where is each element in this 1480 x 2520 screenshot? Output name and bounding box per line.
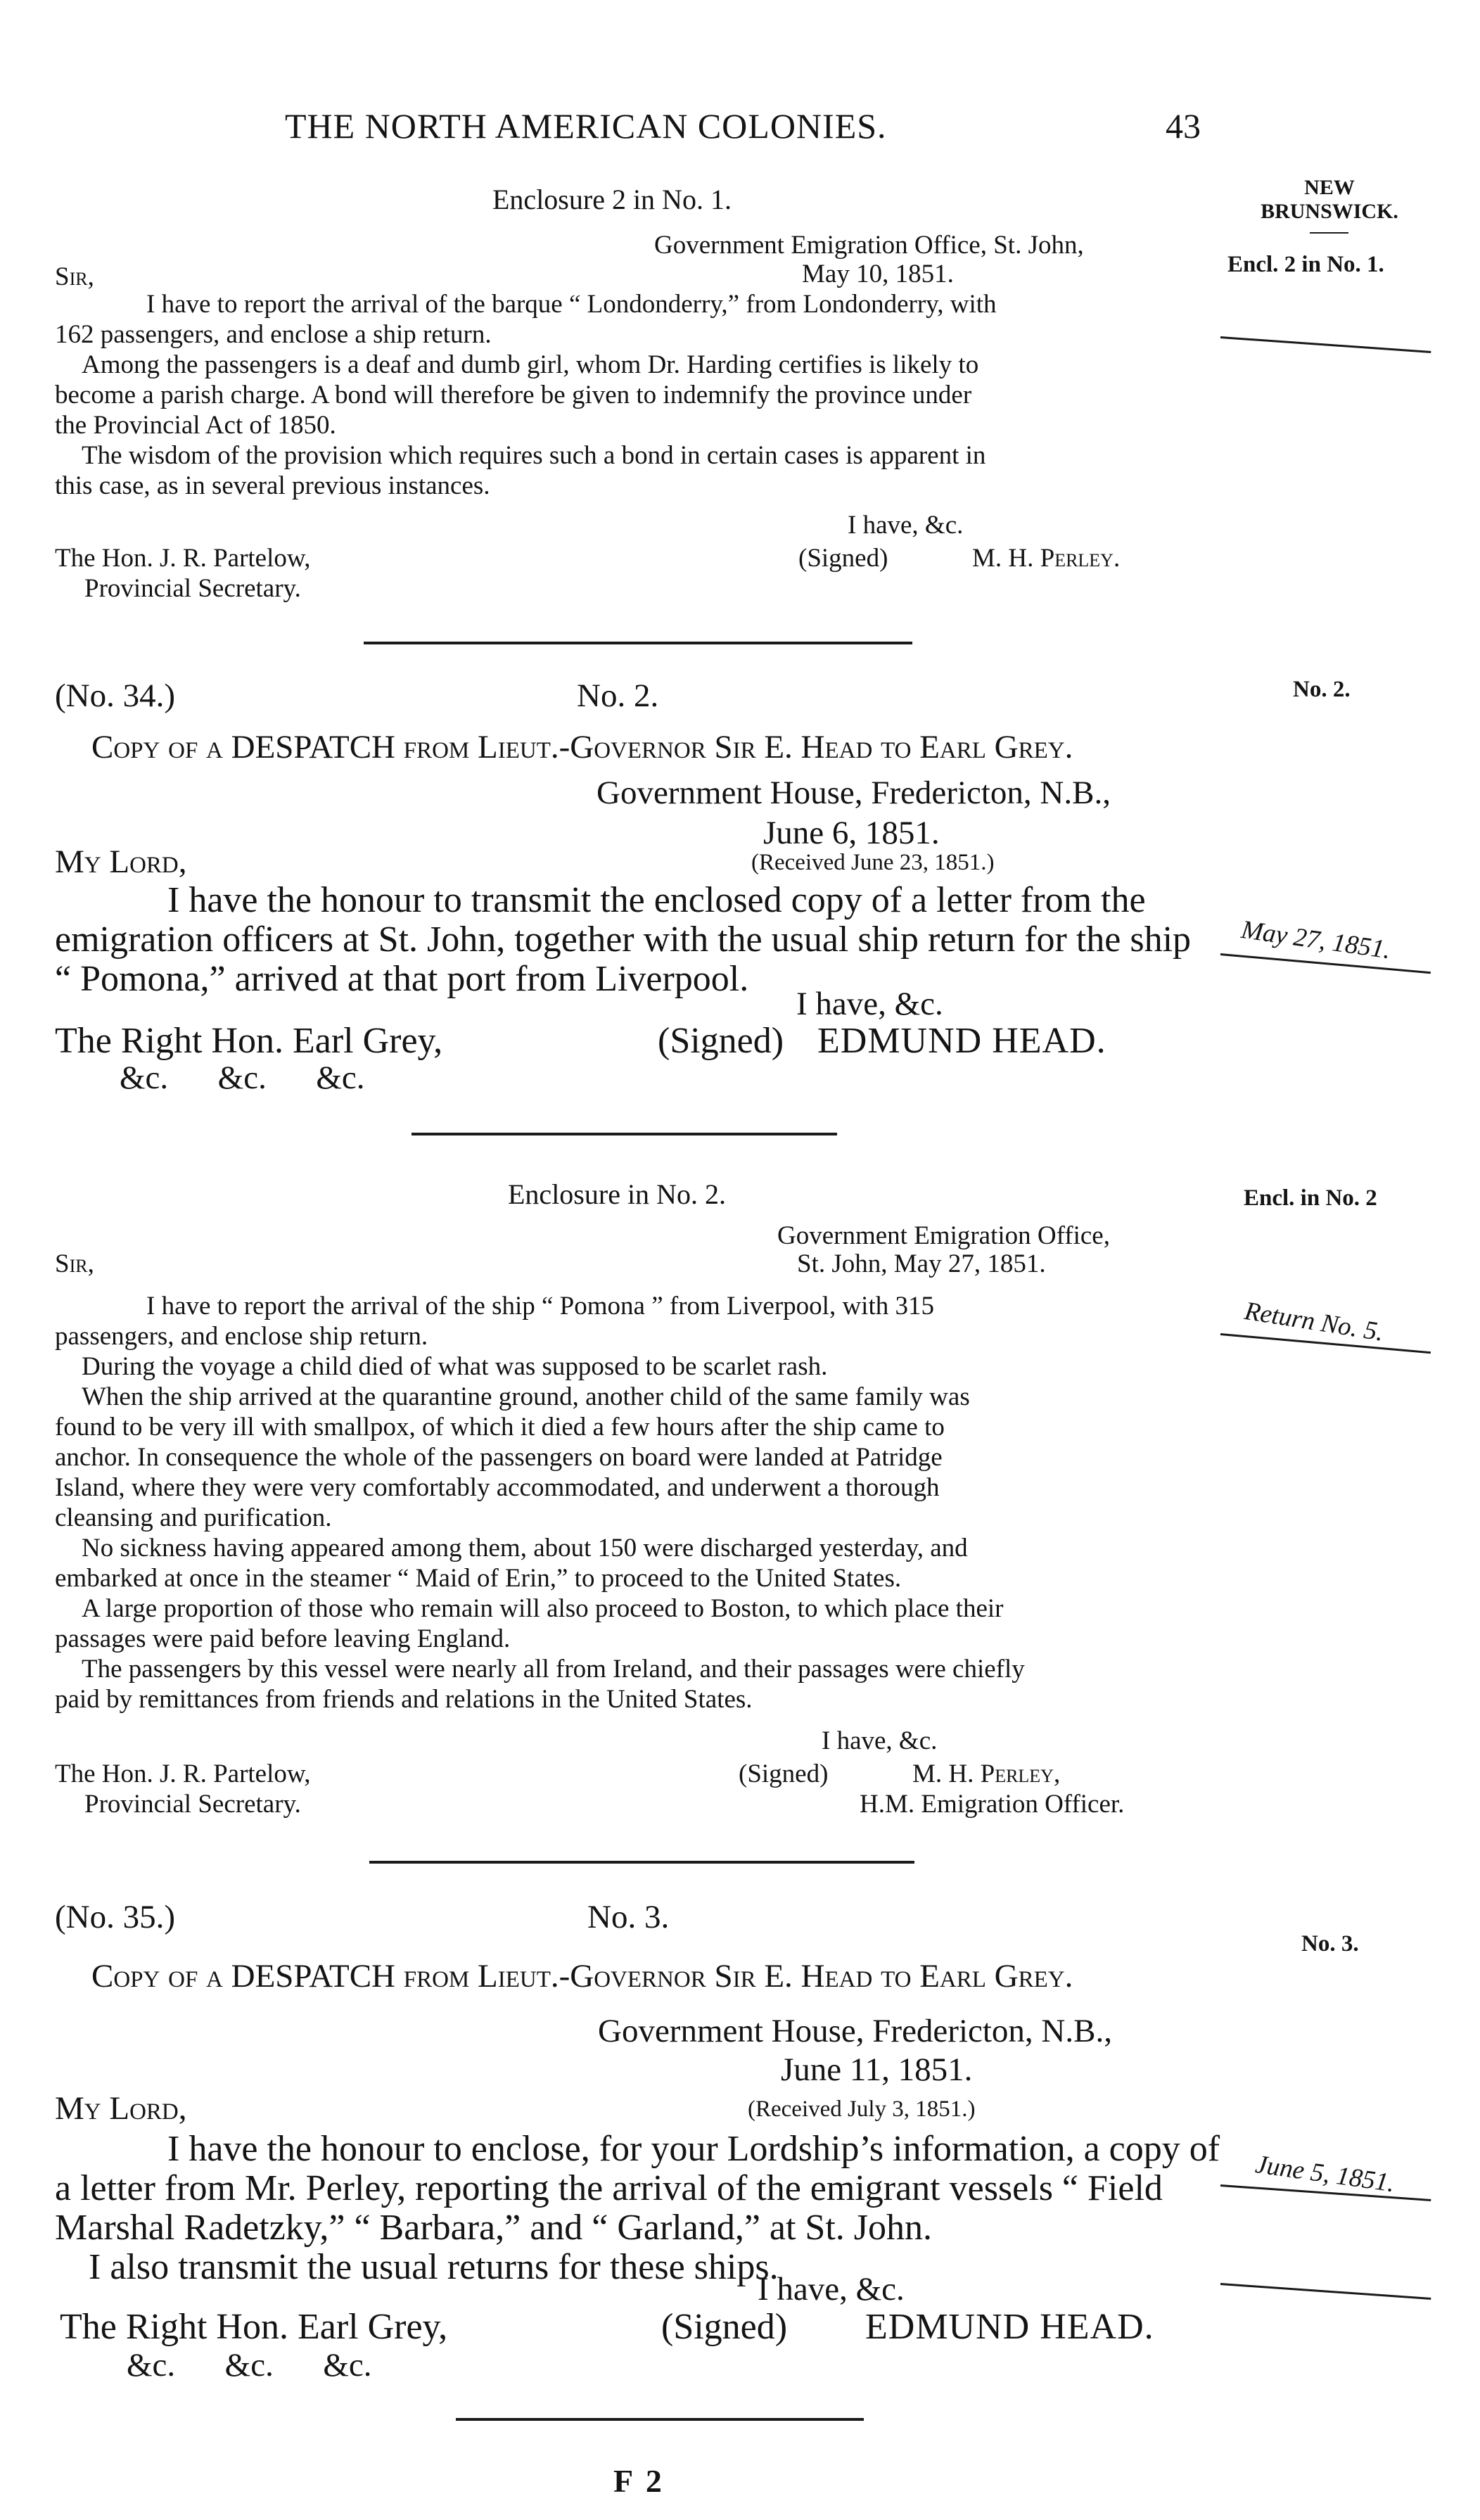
letter-body: I have to report the arrival of the ship “ Pomona ” from Liverpool, with 315 passengers, and enclose ship return. During the voyage a child died of what was supposed to be scarlet rash. When the ship arrived at the quarantine ground, another child of the same family was found to be very ill with smallpox, of which it died a few hours after the ship came to anchor. In consequence the whole of the passengers on board were landed at Patridge Island, where they were very comfortably accommodated, and underwent a thorough cleansing and purification. No sickness having appeared among them, about 150 were discharged yesterday, and embarked at once in the steamer “ Maid of Erin,” to proceed to the United States. A large proportion of those who remain will also proceed to Boston, to which place their passages were paid before leaving England. The passengers by this vessel were nearly all from Ireland, and their passages were chiefly paid by remittances from friends and relations in the United States. (55, 1292, 1025, 1714)
section-divider (412, 1133, 837, 1135)
despatch-title-number: No. 3. (587, 1899, 670, 1935)
despatch-signer: EDMUND HEAD. (865, 2307, 1154, 2347)
despatch-addressee: The Right Hon. Earl Grey, (55, 1021, 443, 1061)
letter-signer-title: H.M. Emigration Officer. (860, 1790, 1125, 1819)
despatch-title: Copy of a DESPATCH from Lieut.-Governor Sir E. Head to Earl Grey. (91, 1958, 1073, 1994)
despatch-signer: EDMUND HEAD. (817, 1021, 1106, 1061)
letter-addressee-title: Provincial Secretary. (84, 1790, 301, 1819)
margin-encl-no2: Encl. in No. 2 (1244, 1185, 1377, 1211)
letter-body: I have to report the arrival of the barque “ Londonderry,” from Londonderry, with 162 passengers, and enclose a ship return. Among the passengers is a deaf and dumb girl, whom Dr. Harding certifies is likely to become a parish charge. A bond will therefore be given to indemnify the province under the Provincial Act of 1850. The wisdom of the provision which requires such a bond in certain cases is apparent in this case, as in several previous instances. (55, 290, 997, 500)
margin-rule (1310, 232, 1348, 234)
despatch-date: June 11, 1851. (781, 2051, 973, 2088)
section-divider (369, 1861, 914, 1864)
letter-signed: (Signed) (739, 1759, 829, 1788)
margin-date-may27: May 27, 1851. (1239, 915, 1393, 965)
letter-salutation: Sir, (55, 262, 94, 291)
despatch-closing: I have, &c. (796, 986, 943, 1022)
margin-encl2-no1: Encl. 2 in No. 1. (1227, 252, 1384, 277)
margin-province: NEW BRUNSWICK. (1261, 176, 1398, 223)
letter-closing: I have, &c. (822, 1726, 938, 1755)
despatch-body: I have the honour to transmit the enclosed copy of a letter from the emigration officers at St. John, together with the usual ship return for the ship “ Pomona,” arrived at that port from Liverpool. (55, 880, 1192, 999)
despatch-signed: (Signed) (658, 1021, 784, 1061)
letter-place: Government Emigration Office, (777, 1221, 1110, 1250)
letter-date: May 10, 1851. (802, 260, 954, 288)
despatch-place: Government House, Fredericton, N.B., (597, 775, 1111, 811)
margin-no2: No. 2. (1293, 677, 1351, 702)
letter-addressee-title: Provincial Secretary. (84, 574, 301, 603)
letter-signed: (Signed) (798, 544, 888, 573)
section-divider (364, 642, 912, 644)
margin-stroke (1220, 2283, 1431, 2300)
page-number: 43 (1166, 106, 1201, 146)
despatch-etc: &c. &c. &c. (120, 1059, 365, 1096)
despatch-salutation: My Lord, (55, 844, 187, 880)
despatch-place: Government House, Fredericton, N.B., (598, 2013, 1112, 2049)
despatch-title: Copy of a DESPATCH from Lieut.-Governor Sir E. Head to Earl Grey. (91, 729, 1073, 765)
letter-signer: M. H. Perley. (972, 544, 1121, 573)
section-divider (456, 2418, 864, 2421)
letter-signer: M. H. Perley, (912, 1759, 1061, 1788)
despatch-title-number: No. 2. (577, 677, 659, 714)
enclosure-heading: Enclosure in No. 2. (508, 1178, 726, 1210)
letter-place: Government Emigration Office, St. John, (654, 231, 1084, 260)
despatch-etc: &c. &c. &c. (127, 2347, 372, 2384)
despatch-number: (No. 35.) (55, 1899, 175, 1935)
despatch-signed: (Signed) (661, 2307, 788, 2347)
letter-closing: I have, &c. (848, 511, 964, 540)
running-title: THE NORTH AMERICAN COLONIES. (285, 106, 887, 146)
despatch-date: June 6, 1851. (763, 815, 940, 851)
letter-addressee: The Hon. J. R. Partelow, (55, 544, 311, 573)
despatch-number: (No. 34.) (55, 677, 175, 714)
margin-date-june5: June 5, 1851. (1253, 2149, 1397, 2198)
enclosure-heading: Enclosure 2 in No. 1. (492, 184, 732, 215)
despatch-received: (Received July 3, 1851.) (748, 2096, 976, 2122)
signature-mark: F 2 (613, 2463, 665, 2499)
margin-return-no5: Return No. 5. (1242, 1296, 1386, 1347)
despatch-closing: I have, &c. (758, 2271, 905, 2308)
letter-addressee: The Hon. J. R. Partelow, (55, 1759, 311, 1788)
despatch-received: (Received June 23, 1851.) (751, 850, 995, 875)
despatch-body: I have the honour to enclose, for your Lordship’s information, a copy of a letter from Mr. Perley, reporting the arrival of the emigrant vessels “ Field Marshal Radetzky,” “ Barbara,” and “ Garland,” at St. John. I also transmit the usual returns for these ships. (55, 2129, 1220, 2287)
letter-date: St. John, May 27, 1851. (797, 1249, 1046, 1278)
margin-no3: No. 3. (1301, 1931, 1359, 1956)
margin-stroke (1220, 336, 1431, 353)
despatch-addressee: The Right Hon. Earl Grey, (60, 2307, 448, 2347)
letter-salutation: Sir, (55, 1249, 94, 1278)
despatch-salutation: My Lord, (55, 2090, 187, 2127)
